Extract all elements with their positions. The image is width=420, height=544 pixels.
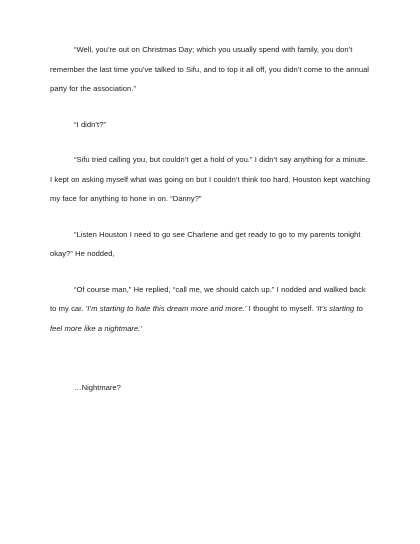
paragraph-3: “Sifu tried calling you, but couldn’t get a hold of you.” I didn’t say anything for a minute. I kept on asking myself what was going on but I couldn’t think too hard. Houston kept watching my face for anything to hone in on. “Danny?”: [50, 155, 370, 203]
paragraph-1: “Well, you’re out on Christmas Day; which you usually spend with family, you don’t remember the last time you’ve talked to Sifu, and to top it all off, you didn’t come to the annual party for the association.”: [50, 45, 369, 93]
paragraph-5: [50, 280, 370, 339]
story-text: [50, 40, 370, 414]
paragraph-2: “I didn’t?”: [74, 119, 106, 129]
paragraph-5-thought-1: ‘I’m starting to hate this dream more and more.’: [85, 304, 247, 313]
paragraph-5-thought-2: ‘It’s starting to feel more like a nightmare.’: [50, 304, 363, 333]
paragraph-5-text-a: “Of course man,” He replied, “call me, we should catch up.” I nodded and walked back to my car.: [50, 284, 366, 313]
paragraph-4: “Listen Houston I need to go see Charlene and get ready to go to my parents tonight okay?” He nodded,: [50, 229, 361, 258]
paragraph-6: …Nightmare?: [74, 383, 121, 392]
paragraph-5-text-b: I thought to myself.: [246, 304, 316, 313]
